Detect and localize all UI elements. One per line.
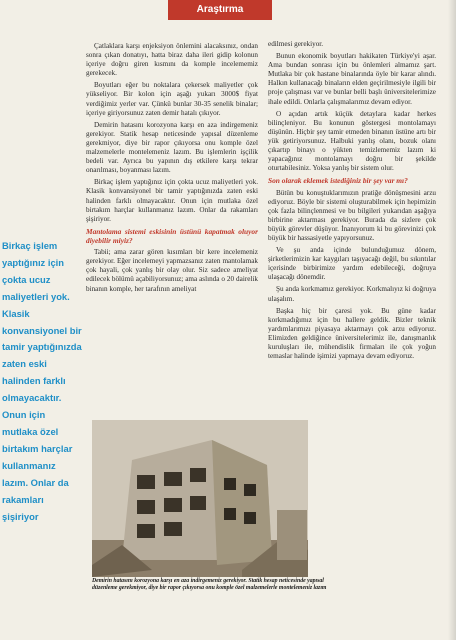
damaged-building-photo (92, 420, 308, 577)
paragraph: Şu anda korkmamız gerekiyor. Korkmalıyız ki doğruya ulaşalım. (268, 285, 436, 303)
pull-quote (2, 238, 82, 525)
paragraph: edilmesi gerekiyor. (268, 40, 324, 48)
paragraph: Demirin hatasını korozyona karşı en aza indirgemeniz gerekiyor. Statik hesap neticesinde yapısal düzenleme gerekmiyor, diye bir rapor çıkıyorsa onu komple özel malzemelerle montelemeniz lazım. Bu işlemlerin işçilik bedeli var. Ayrıca bu yapının dış etkilere karşı tekrar onarılması, boyanması lazım. (86, 120, 258, 175)
pull-quote-line: yaptığınız için (2, 256, 64, 268)
interview-question: Mantolama sistemi eskisinin üstünü kapatmak oluyor diyebilir miyiz? (86, 226, 258, 245)
pull-quote-line: çokta ucuz (2, 273, 51, 285)
pull-quote-line: şişiriyor (2, 510, 39, 522)
photo-caption: Demirin hatasını korozyona karşı en aza indirgemeniz gerekiyor. Statik hesap neticesinde yapısal düzenleme gerekmiyor, diye bir rapor çıkıyorsa onu komple özel malzemelerle montelemeniz lazım (92, 578, 327, 591)
pull-quote-line: kullanmanız (2, 459, 56, 471)
pull-quote-line: lazım. Onlar da (2, 476, 69, 488)
section-header: Araştırma (168, 0, 272, 20)
paragraph: O açıdan artık küçük detaylara kadar herkes bilinçleniyor. Bu konunun göstergesi montolamayı düşünün. Hiçbir şey tamir etmeden binanın üstüne artı bir yük getiriyorsunuz. Halbuki yanlış olanı, bozuk olanı çıkartıp binayı o yükten temizlememiz lazım ki yapacağınız montolamayı doğru bir şekilde oturtabilesiniz. Yoksa yanlış bir sistem olur. (268, 109, 436, 173)
paragraph: Çatlaklara karşı enjeksiyon önlemini alacaksınız, ondan sonra çıkan donatıyı, hatta biraz daha ileri gidip kolonun içeriye doğru giren kısmını da komple incelememiz gerekecek. (86, 42, 258, 78)
pull-quote-line: birtakım harçlar (2, 442, 73, 454)
pull-quote-line: tamir yaptığınızda (2, 341, 82, 353)
pull-quote-line: Birkaç işlem (2, 240, 58, 251)
paragraph: Boyutları eğer bu noktalara çekersek maliyetler çok yükseliyor. Bir kolon için aşağı yukarı 3000$ fiyat verdiğimiz yerler var. Çünkü bunlar 30-35 senelik binalar; içeriye giriyorsunuz zaten demir hatalı çıkıyor. (86, 81, 258, 117)
pull-quote-line: olmayacaktır. (2, 392, 62, 404)
building-illustration (92, 420, 308, 577)
paragraph: Bunun ekonomik boyutları hakikaten Türkiye'yi aşar. Ama bundan sonrası için bu önlemleri almamız şart. Mutlaka bir çok hastane binalarında öyle bir karar alındı. Halkın kullanacağı binaların elden geçirilmesiyle ilgili bir proje çalışması var ve bunlar belli başlı üniversitelerimize ihale edildi. Onlarla çalışmalarımız devam ediyor. (268, 52, 436, 106)
pull-quote-line: maliyetleri yok. (2, 290, 70, 302)
interview-question: Son olarak eklemek istediğiniz bir şey var mı? (268, 176, 408, 186)
pull-quote-line: Onun için (2, 409, 46, 421)
page-fold-shadow (448, 0, 456, 640)
pull-quote-line: mutlaka özel (2, 425, 59, 437)
paragraph: Tabii; ama zarar gören kısımları bir kere incelemeniz gerekiyor. Eğer incelemeyi yapmazsanız zaten mantolamak çok hayali, çok yanlış bir olay olur. Siz sadece ameliyat edilecek bölümü açabiliyorsunuz; ama aslında o 20 dairelik binanın komple, her tarafının ameliyat (86, 248, 258, 293)
article-column-right (268, 40, 436, 364)
paragraph: Ve şu anda içinde bulunduğumuz dönem, şirketlerimizin kar kaygıları taşıyacağı değil, bu sıkıntılar içerisinde birbirimize yardım edebileceği, doğruya ulaşacağı dönemdir. (268, 246, 436, 282)
pull-quote-line: zaten eski (2, 358, 47, 370)
article-column-middle (86, 42, 258, 297)
pull-quote-line: rakamları (2, 493, 44, 505)
paragraph: Birkaç işlem yaptığınız için çokta ucuz maliyetleri yok. Klasik konvansiyonel bir tamir yaptığınızda zaten eski halinden farklı olmayacaktır. Onun için mutlaka özel birtakım harçlar kullanmanız lazım. Onlar da rakamları şişiriyor. (86, 178, 258, 223)
pull-quote-line: Klasik (2, 307, 30, 319)
paragraph: Bütün bu konuştuklarımızın pratiğe dönüşmesini arzu ediyoruz. Böyle bir sistemi oluşturabilmek için hepimizin çok fazla bilinçlenmesi ve bu bilgileri yukarıdan aşağıya birbirine aktarması gerekiyor. Burada da sizlere çok büyük görevler düşüyor. İnanıyorum ki bu görevinizi çok büyük bir hassasiyetle yapıyorsunuz. (268, 188, 436, 242)
pull-quote-line: konvansiyonel bir (2, 324, 82, 336)
paragraph: Başka hiç bir çaresi yok. Bu güne kadar korkmadığımız için bu hallere geldik. Bizler teknik yardımlarımızı piyasaya aktarmayı çok arzu ediyoruz. Elimizden geldiğince üniversitelerimiz ile, danışmanlık kuruluşları ile, mühendislik firmaları ile çok yoğun temaslar halinde işimizi yapmaya devam ediyoruz. (268, 306, 436, 361)
pull-quote-line: halinden farklı (2, 375, 66, 387)
